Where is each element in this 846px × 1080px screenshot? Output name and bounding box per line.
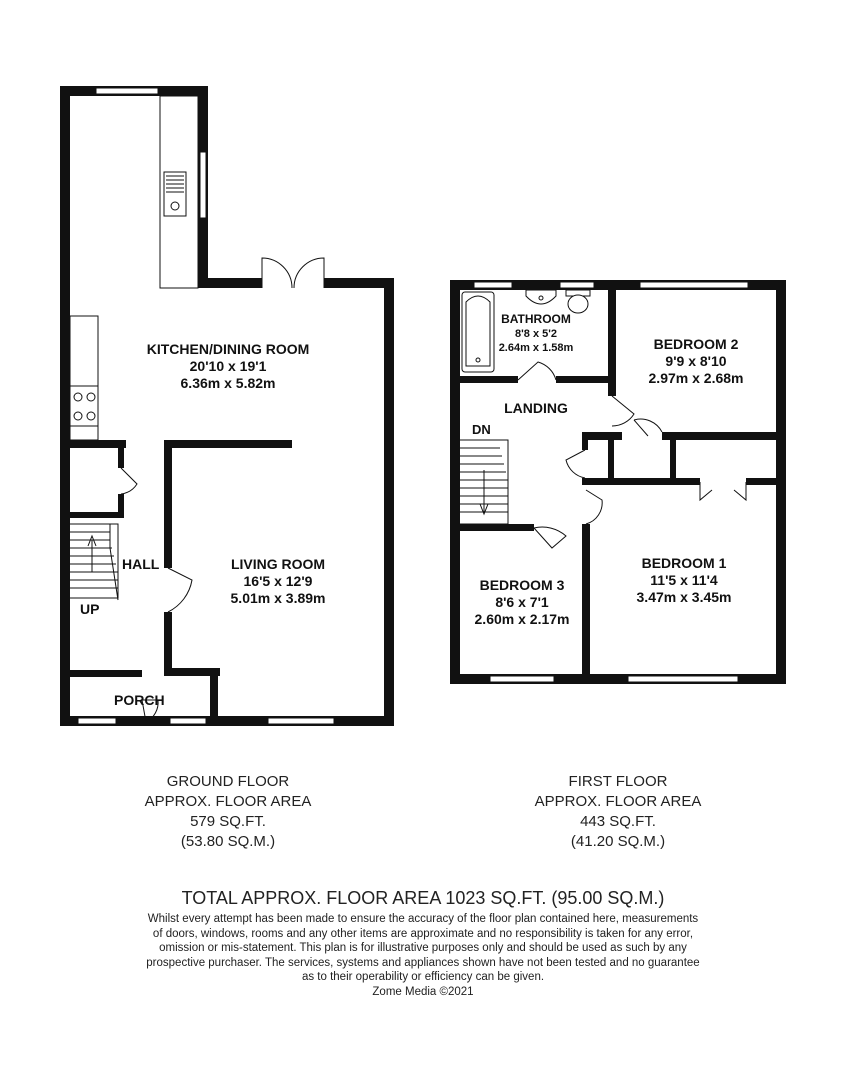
disclaimer <box>120 912 726 999</box>
gf-wall-living-west-upper <box>164 440 172 568</box>
gf-wall-west <box>60 86 70 726</box>
door-swing-icon <box>612 396 634 426</box>
ff-wall-bath-south-right <box>556 376 612 383</box>
first-floor-area-label: APPROX. FLOOR AREA <box>534 793 702 810</box>
bathroom-imperial: 8'8 x 5'2 <box>515 328 557 340</box>
ff-wall-bed3-bed1 <box>582 524 590 680</box>
first-floor-sqm: (41.20 SQ.M.) <box>570 833 666 850</box>
bedroom3-metric: 2.60m x 2.17m <box>474 611 570 627</box>
disclaimer-line: Whilst every attempt has been made to ensure the accuracy of the floor plan contained here, measurements <box>147 913 699 925</box>
disclaimer-line: of doors, windows, rooms and any other items are approximate and no responsibility is taken for any error, <box>152 927 694 940</box>
bath-icon <box>462 292 494 372</box>
gf-window-kitchen-north <box>96 88 158 94</box>
ff-wall-cupboard-mid <box>608 432 614 482</box>
bedroom2-name: BEDROOM 2 <box>653 336 739 352</box>
stairs-down-icon <box>460 440 508 524</box>
ground-floor-area-label: APPROX. FLOOR AREA <box>144 793 312 810</box>
gf-wall-cupboard-upper <box>118 440 124 468</box>
stairs-up-label: UP <box>80 601 100 617</box>
bedroom1-imperial: 11'5 x 11'4 <box>650 572 718 588</box>
stairs-down-label: DN <box>472 422 491 437</box>
door-swing-icon <box>586 490 602 524</box>
living-imperial: 16'5 x 12'9 <box>243 573 313 589</box>
ff-wall-bath-south-left <box>458 376 518 383</box>
gf-wall-porch-north <box>68 670 142 677</box>
wardrobe-door-icon <box>700 482 746 500</box>
ground-floor-plan <box>60 86 394 726</box>
porch-name: PORCH <box>114 692 165 708</box>
bedroom1-name: BEDROOM 1 <box>641 555 727 571</box>
kitchen-imperial: 20'10 x 19'1 <box>189 358 267 374</box>
ff-wall-bed1-north-right <box>746 478 780 485</box>
ff-wall-wardrobe-west <box>670 432 676 482</box>
door-swing-icon <box>534 527 566 548</box>
total-floor-area: TOTAL APPROX. FLOOR AREA 1023 SQ.FT. (95.00 SQ.M.) <box>181 888 665 908</box>
gf-wall-cupboard-south <box>68 512 124 518</box>
gf-wall-living-north <box>164 440 292 448</box>
ff-window-bedroom3 <box>490 676 554 682</box>
ff-window-bathroom-left <box>474 282 512 288</box>
ff-wall-bed1-north <box>582 478 700 485</box>
gf-wall-living-south <box>164 668 220 676</box>
gf-window-kitchen-east <box>200 152 206 218</box>
bathroom-name: BATHROOM <box>501 312 571 326</box>
door-swing-icon <box>518 362 556 380</box>
basin-icon <box>526 290 556 304</box>
ff-wall-west <box>450 280 460 684</box>
bedroom1-metric: 3.47m x 3.45m <box>636 589 732 605</box>
bedroom3-imperial: 8'6 x 7'1 <box>495 594 549 610</box>
ff-window-bathroom-right <box>560 282 594 288</box>
ground-floor-title: GROUND FLOOR <box>166 773 290 790</box>
toilet-icon <box>568 295 588 313</box>
first-floor-sqft: 443 SQ.FT. <box>580 813 656 830</box>
disclaimer-line: prospective purchaser. The services, systems and appliances shown have not been tested and no guarantee <box>146 956 700 969</box>
bedroom3-name: BEDROOM 3 <box>479 577 565 593</box>
door-swing-icon <box>168 568 192 612</box>
bedroom2-metric: 2.97m x 2.68m <box>648 370 744 386</box>
door-swing-icon <box>634 419 662 436</box>
stairs-up-icon <box>70 524 118 600</box>
ground-floor-sqm: (53.80 SQ.M.) <box>180 833 276 850</box>
gf-wall-east <box>384 278 394 726</box>
gf-wall-porch-east <box>210 676 218 726</box>
kitchen-name: KITCHEN/DINING ROOM <box>146 341 310 357</box>
sink-icon <box>164 172 186 216</box>
gf-window-living <box>268 718 334 724</box>
bedroom2-imperial: 9'9 x 8'10 <box>665 353 727 369</box>
ground-floor-area <box>118 772 338 852</box>
bathroom-metric: 2.64m x 1.58m <box>498 342 574 354</box>
ff-window-bedroom2 <box>640 282 748 288</box>
door-swing-icon <box>566 450 585 478</box>
hall-name: HALL <box>122 556 160 572</box>
gf-wall-hall-north <box>68 440 126 448</box>
first-floor-plan <box>450 280 786 684</box>
ff-wall-bed3-north <box>458 524 534 531</box>
gf-window-porch-left <box>78 718 116 724</box>
disclaimer-line: omission or mis-statement. This plan is for illustrative purposes only and should be used as such by any <box>159 942 687 954</box>
ff-wall-cupboard-west <box>582 432 588 450</box>
disclaimer-line: as to their operability or efficiency can be given. <box>301 971 545 983</box>
gf-wall-living-west-lower <box>164 612 172 676</box>
landing-name: LANDING <box>504 400 568 416</box>
first-floor-area <box>508 772 728 852</box>
ff-window-bedroom1 <box>628 676 738 682</box>
ff-wall-bed2-south <box>662 432 780 440</box>
kitchen-metric: 6.36m x 5.82m <box>180 375 276 391</box>
copyright: Zome Media ©2021 <box>372 985 474 998</box>
ground-floor-sqft: 579 SQ.FT. <box>190 813 266 830</box>
living-name: LIVING ROOM <box>230 556 326 572</box>
living-metric: 5.01m x 3.89m <box>230 590 326 606</box>
door-swing-icon <box>121 468 137 494</box>
first-floor-title: FIRST FLOOR <box>568 773 668 790</box>
gf-window-porch-right <box>170 718 206 724</box>
gf-french-door-opening <box>262 278 324 288</box>
hob-icon <box>70 386 98 426</box>
